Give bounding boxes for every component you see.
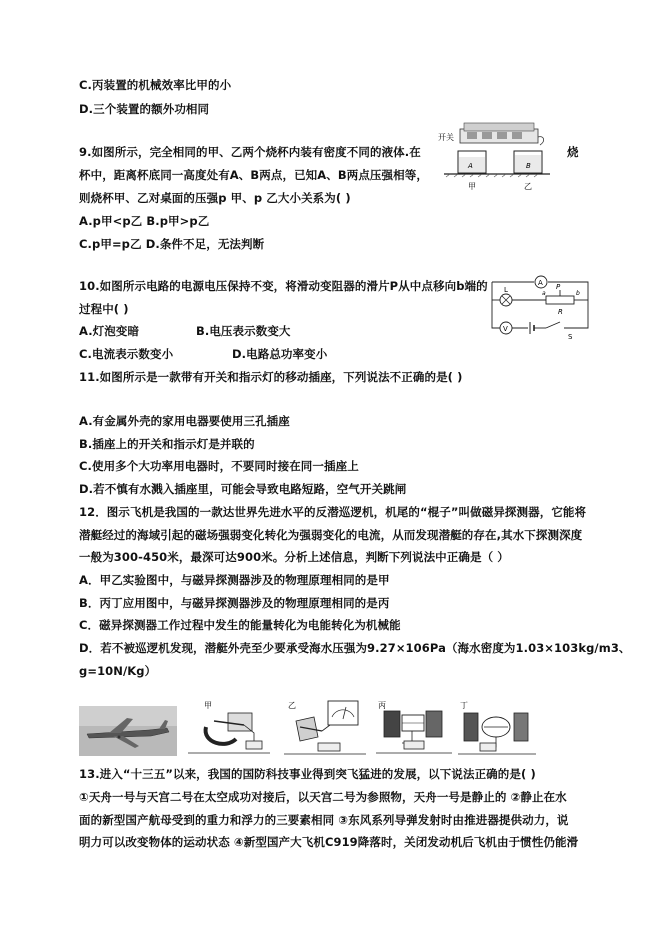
magnet-left-icon: [464, 713, 478, 741]
ammeter-label: A: [538, 279, 543, 287]
q12-option-c: C．磁异探测器工作过程中发生的能量转化为电能转化为机械能: [79, 618, 401, 632]
q9-figure: [434, 115, 554, 195]
slider-p-label: P: [556, 283, 561, 291]
q11-option-a: A.有金属外壳的家用电器要使用三孔插座: [79, 414, 290, 428]
end-a-label: a: [542, 290, 546, 297]
q12-stem-line1: 12．图示飞机是我国的一款达世界先进水平的反潜巡逻机，机尾的“棍子”叫做磁异探测器，它能将: [79, 505, 587, 519]
resistor-r-label: R: [558, 308, 563, 316]
fig-jia-label: 甲: [204, 701, 212, 710]
fig-bing-label: 丙: [378, 701, 386, 710]
yi-label: 乙: [524, 182, 532, 191]
q13-statement-line2: 面的新型国产航母受到的重力和浮力的三要素相同 ③东风系列导弹发射时由推进器提供动力，说: [79, 813, 569, 827]
q11-option-d: D.若不慎有水溅入插座里，可能会导致电路短路，空气开关跳闸: [79, 482, 407, 496]
switch-s-label: S: [568, 333, 573, 341]
q9-stem-line2: 杯中，距离杯底同一高度处有A、B两点，已知A、B两点压强相等，: [79, 168, 428, 182]
q12-experiment-jia: [184, 697, 274, 757]
lamp-label: L: [504, 286, 508, 294]
end-b-label: b: [576, 290, 580, 297]
q10-option-b: B.电压表示数变大: [196, 324, 291, 338]
q10-option-d: D.电路总功率变小: [232, 347, 328, 361]
fig-yi-label: 乙: [288, 701, 296, 710]
q8-option-c: C.丙装置的机械效率比甲的小: [79, 78, 232, 92]
q13-stem: 13.进入“十三五”以来，我国的国防科技事业得到突飞猛进的发展，以下说法正确的是( ): [79, 767, 536, 781]
q11-stem: 11.如图所示是一款带有开关和指示灯的移动插座，下列说法不正确的是( ): [79, 370, 463, 384]
q12-application-ding: [456, 697, 538, 757]
q13-statement-line3: 明力可以改变物体的运动状态 ④新型国产大飞机C919降落时，关闭发动机后飞机由于惯性仍能滑: [79, 835, 579, 849]
switch-icon: [546, 322, 560, 328]
q10-stem-line1: 10.如图所示电路的电源电压保持不变，将滑动变阻器的滑片P从中点移向b端的: [79, 279, 488, 293]
q9-stem-line3: 则烧杯甲、乙对桌面的压强p 甲、p 乙大小关系为( ): [79, 191, 351, 205]
point-a-label: A: [468, 162, 473, 170]
q10-stem-line2: 过程中( ): [79, 302, 129, 316]
q12-option-d-line1: D．若不被巡逻机发现，潜艇外壳至少要承受海水压强为9.27×106Pa（海水密度为1.03×103kg/m3、: [79, 641, 631, 655]
q12-aircraft-photo: [79, 706, 177, 756]
q11-option-c: C.使用多个大功率用电器时，不要同时接在同一插座上: [79, 459, 359, 473]
q9-stem-line1-tail: 烧: [567, 145, 579, 159]
q8-option-d: D.三个装置的额外功相同: [79, 102, 210, 116]
fig-ding-label: 丁: [460, 701, 468, 710]
jia-label: 甲: [468, 182, 476, 191]
q12-option-a: A．甲乙实验图中，与磁异探测器涉及的物理原理相同的是甲: [79, 573, 390, 587]
q10-option-c: C.电流表示数变小: [79, 347, 174, 361]
q10-option-a: A.灯泡变暗: [79, 324, 140, 338]
point-b-label: B: [526, 162, 531, 170]
voltmeter-label: V: [503, 325, 508, 333]
magnet-pole-s-icon: [426, 711, 442, 737]
q12-stem-line3: 一般为300-450米，最深可达900米。分析上述信息，判断下列说法中正确是（ ）: [79, 550, 509, 564]
q12-application-bing: [374, 697, 454, 757]
galvanometer-icon: [328, 701, 358, 725]
magnet-right-icon: [514, 713, 528, 741]
q12-experiment-yi: [282, 697, 368, 757]
rheostat-icon: [546, 296, 574, 304]
q13-statement-line1: ①天舟一号与天宫二号在太空成功对接后，以天宫二号为参照物，天舟一号是静止的 ②静止在水: [79, 790, 567, 804]
q9-options-cd: C.p甲=p乙 D.条件不足，无法判断: [79, 237, 265, 251]
magnet-icon: [296, 717, 318, 741]
q9-switch-label: 开关: [438, 133, 454, 142]
q11-option-b: B.插座上的开关和指示灯是并联的: [79, 437, 255, 451]
magnet-pole-n-icon: [384, 711, 400, 737]
q10-circuit-figure: [484, 270, 600, 342]
q12-option-b: B．丙丁应用图中，与磁异探测器涉及的物理原理相同的是丙: [79, 596, 390, 610]
q12-stem-line2: 潜艇经过的海域引起的磁场强弱变化转化为强弱变化的电流，从而发现潜艇的存在,其水下探测深度: [79, 528, 583, 542]
q9-stem-line1: 9.如图所示，完全相同的甲、乙两个烧杯内装有密度不同的液体.在: [79, 145, 421, 159]
q12-option-d-line2: g=10N/Kg）: [79, 664, 157, 678]
q9-options-ab: A.p甲<p乙 B.p甲>p乙: [79, 214, 210, 228]
